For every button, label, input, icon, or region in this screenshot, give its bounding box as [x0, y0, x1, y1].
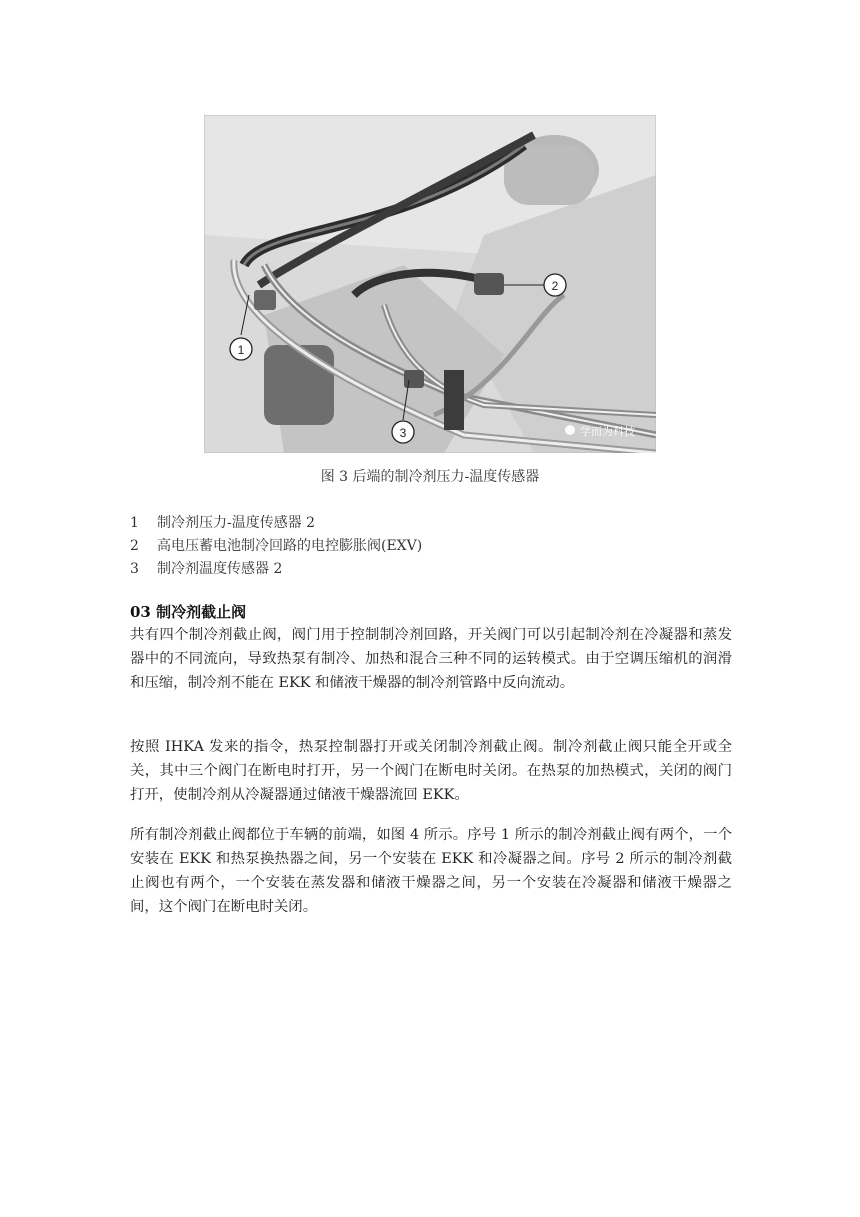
- paragraph: 共有四个制冷剂截止阀，阀门用于控制制冷剂回路，开关阀门可以引起制冷剂在冷凝器和蒸发器中的不同流向，导致热泵有制冷、加热和混合三种不同的运转模式。由于空调压缩机的润滑和压缩，制冷剂不能在 EKK 和储液干燥器的制冷剂管路中反向流动。: [130, 627, 732, 691]
- section-heading: 03 制冷剂截止阀: [130, 603, 247, 621]
- callout-2: [544, 274, 566, 296]
- legend-item: [130, 535, 422, 558]
- callout-1-label: 1: [237, 343, 245, 357]
- figure-caption: 图 3 后端的制冷剂压力-温度传感器: [320, 469, 540, 485]
- watermark-text: 学而为科技: [580, 425, 635, 438]
- callout-3-label: 3: [399, 426, 407, 440]
- legend-item: [130, 512, 422, 535]
- legend-text: 制冷剂压力-温度传感器 2: [157, 515, 316, 531]
- wechat-icon: [565, 425, 575, 435]
- callout-1: [230, 338, 252, 360]
- callout-2-label: 2: [551, 279, 559, 293]
- paragraph: 按照 IHKA 发来的指令，热泵控制器打开或关闭制冷剂截止阀。制冷剂截止阀只能全开或全关，其中三个阀门在断电时打开，另一个阀门在断电时关闭。在热泵的加热模式，关闭的阀门打开，使制冷剂从冷凝器通过储液干燥器流回 EKK。: [130, 739, 732, 803]
- legend-number: 2: [130, 538, 139, 554]
- legend-number: 3: [130, 561, 139, 577]
- paragraph: 所有制冷剂截止阀都位于车辆的前端，如图 4 所示。序号 1 所示的制冷剂截止阀有两个，一个安装在 EKK 和热泵换热器之间，另一个安装在 EKK 和冷凝器之间。序号 2 所示的制冷剂截止阀也有两个，一个安装在蒸发器和储液干燥器之间，另一个安装在冷凝器和储液干燥器之间，这个阀门在断电时关闭。: [130, 827, 732, 915]
- figure-rear-sensor-illustration: [204, 115, 656, 453]
- callout-3: [392, 421, 414, 443]
- legend-number: 1: [130, 515, 139, 531]
- legend-item: [130, 558, 422, 581]
- refrigerant-line-drawing: [204, 115, 656, 453]
- legend-text: 制冷剂温度传感器 2: [157, 561, 283, 577]
- legend-text: 高电压蓄电池制冷回路的电控膨胀阀(EXV): [157, 538, 423, 554]
- legend-list: [130, 512, 422, 581]
